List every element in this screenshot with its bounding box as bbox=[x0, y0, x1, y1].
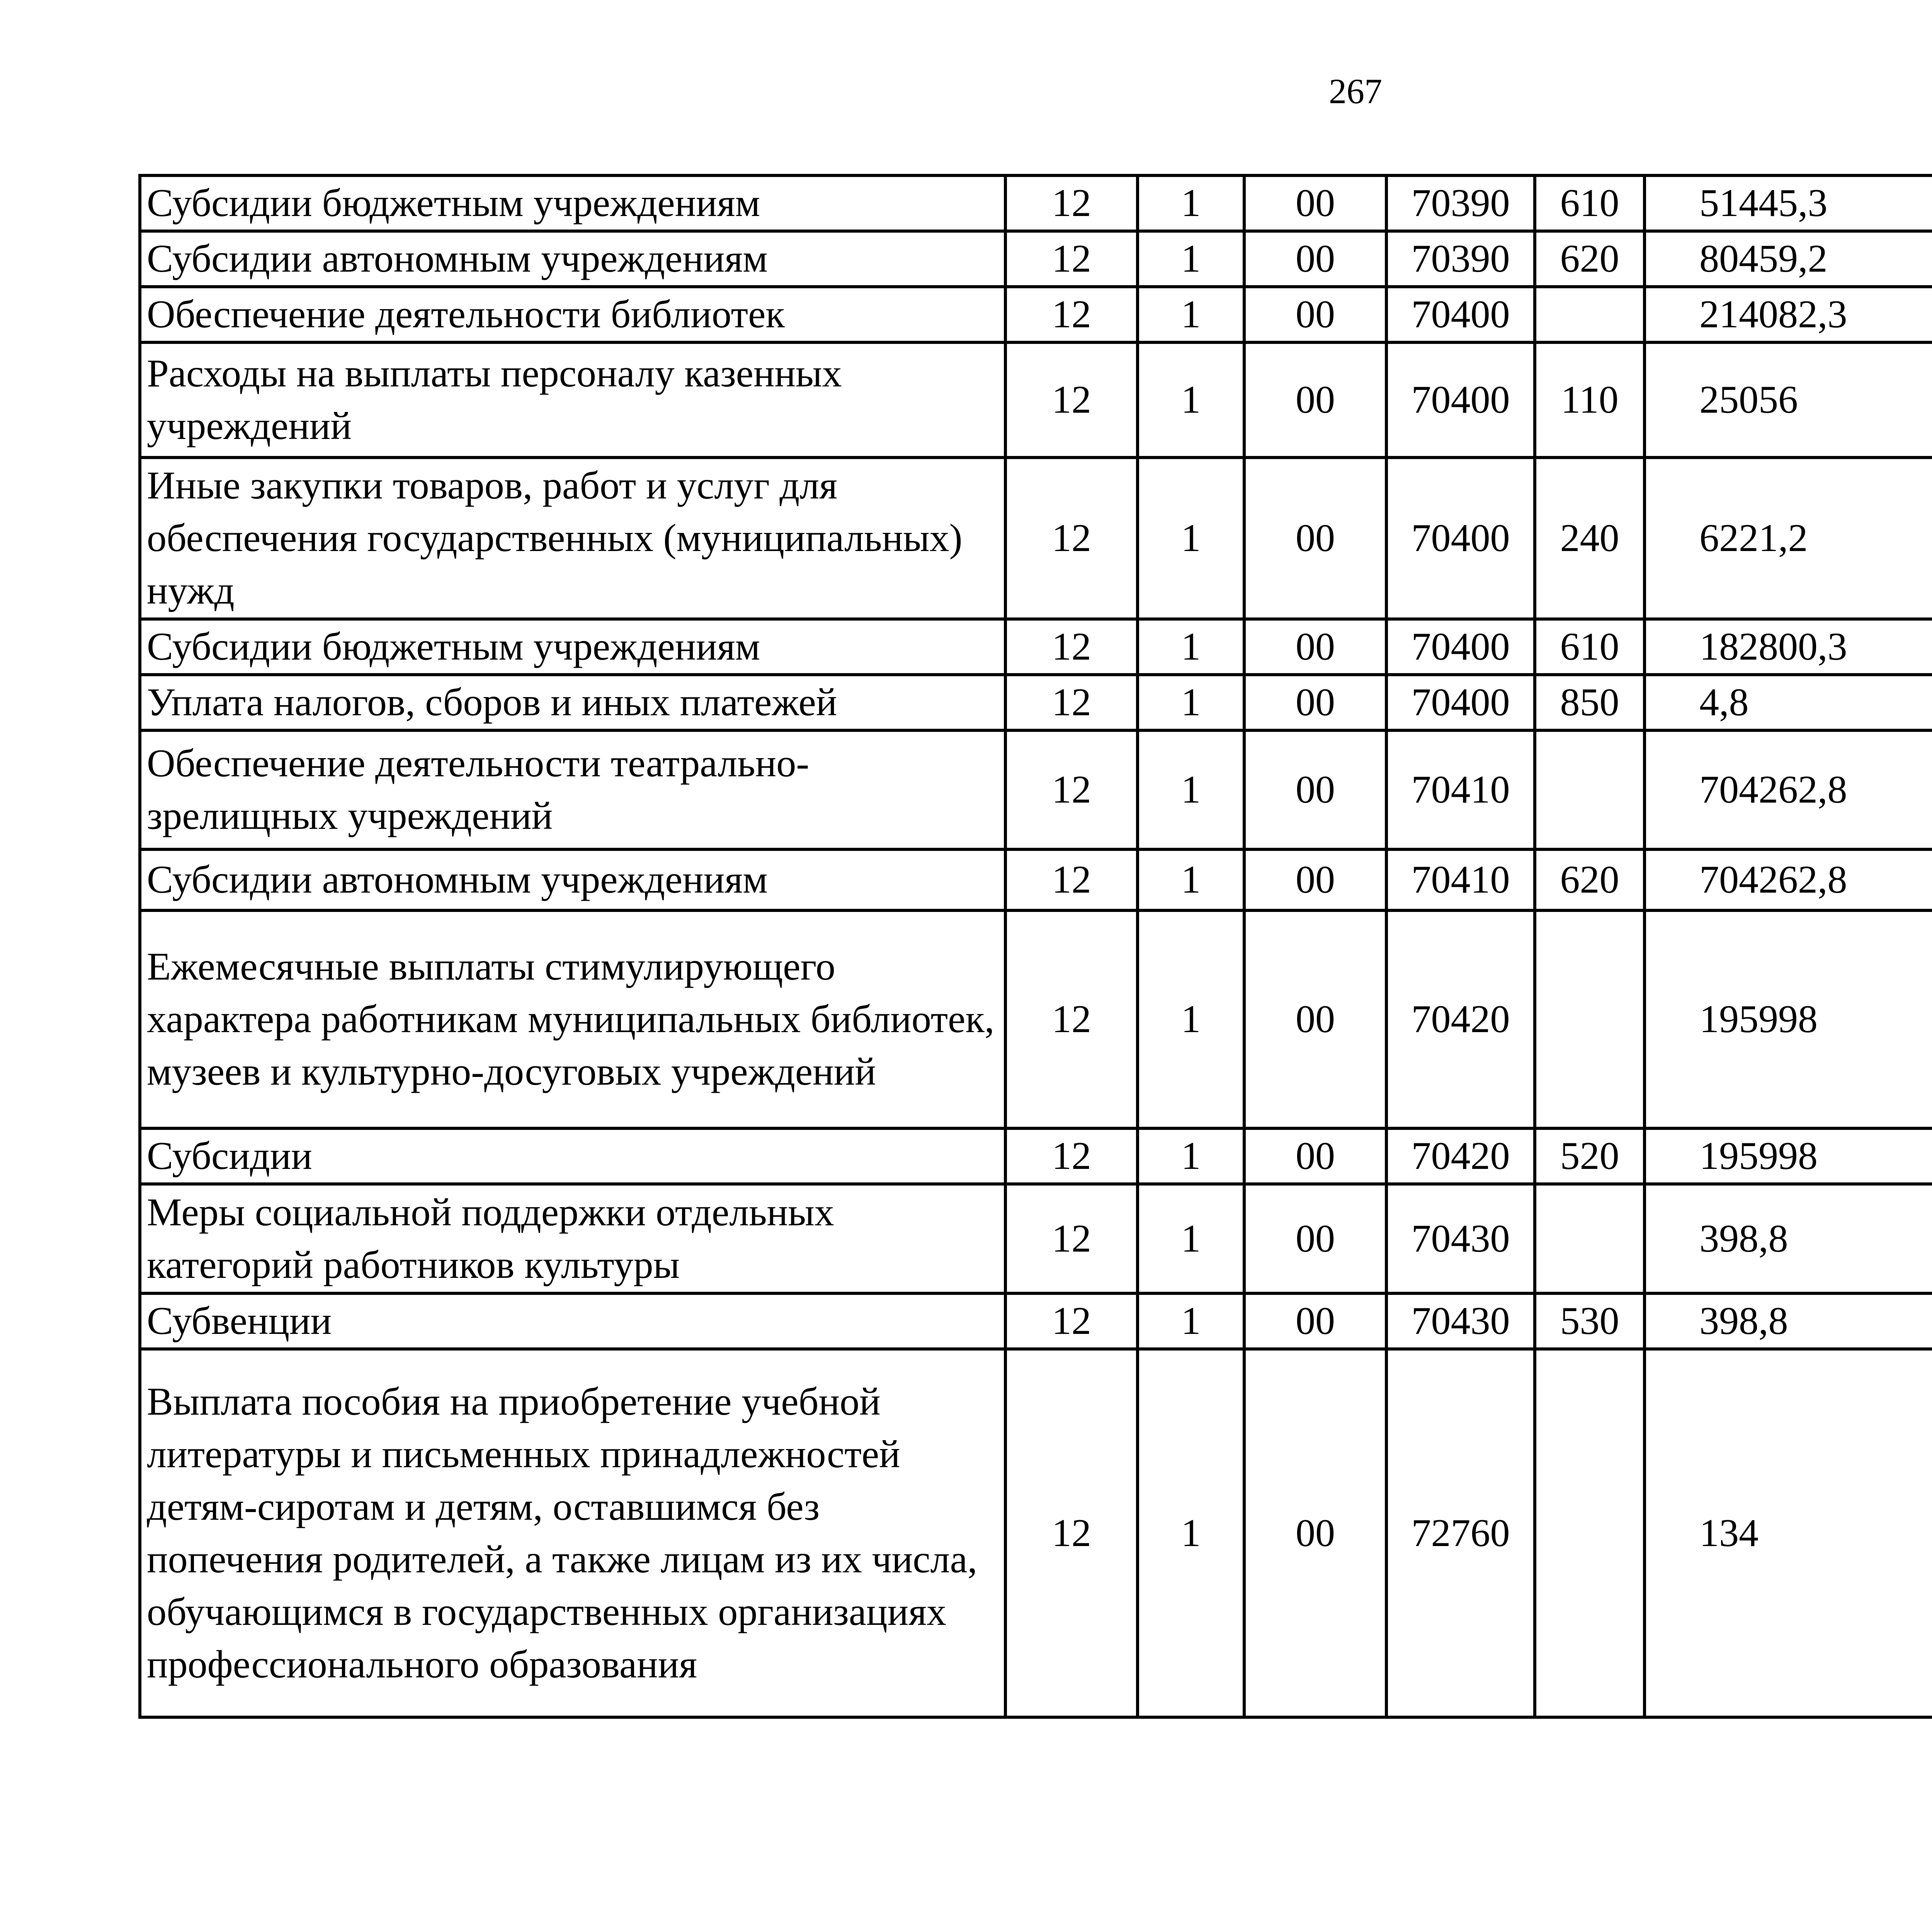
cell-expense-type: 520 bbox=[1535, 1128, 1645, 1184]
row-name: Субсидии автономным учреждениям bbox=[140, 849, 1005, 910]
cell-value-1: 214082,3 bbox=[1645, 287, 1932, 342]
cell-program: 00 bbox=[1244, 910, 1386, 1128]
budget-table bbox=[138, 174, 1932, 1719]
cell-expense-type: 620 bbox=[1535, 849, 1645, 910]
cell-program: 00 bbox=[1244, 458, 1386, 619]
table-row bbox=[140, 730, 1932, 849]
row-name: Расходы на выплаты персоналу казенных учреждений bbox=[140, 342, 1005, 458]
cell-section: 12 bbox=[1005, 175, 1138, 231]
cell-target: 70400 bbox=[1386, 287, 1535, 342]
cell-subsection: 1 bbox=[1138, 910, 1244, 1128]
table-row bbox=[140, 1128, 1932, 1184]
cell-expense-type bbox=[1535, 730, 1645, 849]
cell-expense-type: 850 bbox=[1535, 675, 1645, 730]
cell-expense-type bbox=[1535, 1184, 1645, 1293]
cell-section: 12 bbox=[1005, 458, 1138, 619]
cell-expense-type bbox=[1535, 910, 1645, 1128]
cell-value-1: 4,8 bbox=[1645, 675, 1932, 730]
cell-section: 12 bbox=[1005, 619, 1138, 675]
cell-expense-type: 620 bbox=[1535, 231, 1645, 287]
cell-section: 12 bbox=[1005, 1349, 1138, 1717]
cell-section: 12 bbox=[1005, 910, 1138, 1128]
table-row bbox=[140, 287, 1932, 342]
cell-value-1: 182800,3 bbox=[1645, 619, 1932, 675]
cell-value-1: 398,8 bbox=[1645, 1184, 1932, 1293]
cell-expense-type: 610 bbox=[1535, 619, 1645, 675]
cell-section: 12 bbox=[1005, 342, 1138, 458]
cell-value-1: 25056 bbox=[1645, 342, 1932, 458]
cell-program: 00 bbox=[1244, 231, 1386, 287]
cell-subsection: 1 bbox=[1138, 287, 1244, 342]
page-number: 267 bbox=[1329, 71, 1382, 111]
cell-subsection: 1 bbox=[1138, 675, 1244, 730]
cell-value-1: 51445,3 bbox=[1645, 175, 1932, 231]
cell-value-1: 704262,8 bbox=[1645, 849, 1932, 910]
cell-value-1: 704262,8 bbox=[1645, 730, 1932, 849]
cell-subsection: 1 bbox=[1138, 1184, 1244, 1293]
cell-section: 12 bbox=[1005, 675, 1138, 730]
cell-target: 70400 bbox=[1386, 342, 1535, 458]
cell-program: 00 bbox=[1244, 730, 1386, 849]
cell-subsection: 1 bbox=[1138, 849, 1244, 910]
cell-subsection: 1 bbox=[1138, 1128, 1244, 1184]
table-row bbox=[140, 1293, 1932, 1349]
cell-expense-type: 610 bbox=[1535, 175, 1645, 231]
cell-program: 00 bbox=[1244, 1128, 1386, 1184]
cell-program: 00 bbox=[1244, 1349, 1386, 1717]
table-row bbox=[140, 675, 1932, 730]
table-row bbox=[140, 849, 1932, 910]
cell-subsection: 1 bbox=[1138, 175, 1244, 231]
cell-subsection: 1 bbox=[1138, 619, 1244, 675]
row-name: Ежемесячные выплаты стимулирующего характера работникам муниципальных библиотек, музеев и культурно-досуговых учреждений bbox=[140, 910, 1005, 1128]
cell-target: 72760 bbox=[1386, 1349, 1535, 1717]
row-name: Выплата пособия на приобретение учебной литературы и письменных принадлежностей детям-сиротам и детям, оставшимся без попечения родителей, а также лицам из их числа, обучающимся в государственных организациях профессионального образования bbox=[140, 1349, 1005, 1717]
cell-expense-type: 240 bbox=[1535, 458, 1645, 619]
row-name: Обеспечение деятельности библиотек bbox=[140, 287, 1005, 342]
cell-section: 12 bbox=[1005, 1184, 1138, 1293]
cell-program: 00 bbox=[1244, 619, 1386, 675]
row-name: Субсидии bbox=[140, 1128, 1005, 1184]
row-name: Субвенции bbox=[140, 1293, 1005, 1349]
cell-target: 70430 bbox=[1386, 1293, 1535, 1349]
cell-expense-type: 530 bbox=[1535, 1293, 1645, 1349]
cell-target: 70410 bbox=[1386, 730, 1535, 849]
cell-program: 00 bbox=[1244, 849, 1386, 910]
cell-subsection: 1 bbox=[1138, 342, 1244, 458]
cell-value-1: 134 bbox=[1645, 1349, 1932, 1717]
cell-subsection: 1 bbox=[1138, 730, 1244, 849]
cell-target: 70410 bbox=[1386, 849, 1535, 910]
row-name: Меры социальной поддержки отдельных категорий работников культуры bbox=[140, 1184, 1005, 1293]
cell-subsection: 1 bbox=[1138, 1349, 1244, 1717]
row-name: Субсидии бюджетным учреждениям bbox=[140, 619, 1005, 675]
cell-value-1: 80459,2 bbox=[1645, 231, 1932, 287]
cell-target: 70420 bbox=[1386, 1128, 1535, 1184]
cell-program: 00 bbox=[1244, 175, 1386, 231]
cell-target: 70430 bbox=[1386, 1184, 1535, 1293]
cell-target: 70390 bbox=[1386, 175, 1535, 231]
table-row bbox=[140, 342, 1932, 458]
cell-section: 12 bbox=[1005, 1128, 1138, 1184]
cell-subsection: 1 bbox=[1138, 1293, 1244, 1349]
cell-value-1: 195998 bbox=[1645, 1128, 1932, 1184]
cell-expense-type bbox=[1535, 1349, 1645, 1717]
table-row bbox=[140, 910, 1932, 1128]
cell-target: 70390 bbox=[1386, 231, 1535, 287]
row-name: Уплата налогов, сборов и иных платежей bbox=[140, 675, 1005, 730]
table-row bbox=[140, 175, 1932, 231]
cell-section: 12 bbox=[1005, 849, 1138, 910]
cell-value-1: 398,8 bbox=[1645, 1293, 1932, 1349]
table-row bbox=[140, 458, 1932, 619]
table-row bbox=[140, 619, 1932, 675]
cell-program: 00 bbox=[1244, 1184, 1386, 1293]
cell-section: 12 bbox=[1005, 1293, 1138, 1349]
cell-target: 70400 bbox=[1386, 675, 1535, 730]
cell-target: 70420 bbox=[1386, 910, 1535, 1128]
cell-section: 12 bbox=[1005, 730, 1138, 849]
row-name: Субсидии автономным учреждениям bbox=[140, 231, 1005, 287]
cell-program: 00 bbox=[1244, 342, 1386, 458]
table-row bbox=[140, 1184, 1932, 1293]
row-name: Иные закупки товаров, работ и услуг для обеспечения государственных (муниципальных) нужд bbox=[140, 458, 1005, 619]
table-row bbox=[140, 231, 1932, 287]
cell-target: 70400 bbox=[1386, 458, 1535, 619]
cell-section: 12 bbox=[1005, 287, 1138, 342]
cell-program: 00 bbox=[1244, 287, 1386, 342]
cell-section: 12 bbox=[1005, 231, 1138, 287]
row-name: Субсидии бюджетным учреждениям bbox=[140, 175, 1005, 231]
cell-expense-type: 110 bbox=[1535, 342, 1645, 458]
cell-program: 00 bbox=[1244, 1293, 1386, 1349]
row-name: Обеспечение деятельности театрально-зрелищных учреждений bbox=[140, 730, 1005, 849]
cell-value-1: 6221,2 bbox=[1645, 458, 1932, 619]
table-row bbox=[140, 1349, 1932, 1717]
cell-program: 00 bbox=[1244, 675, 1386, 730]
cell-target: 70400 bbox=[1386, 619, 1535, 675]
cell-expense-type bbox=[1535, 287, 1645, 342]
cell-subsection: 1 bbox=[1138, 458, 1244, 619]
cell-value-1: 195998 bbox=[1645, 910, 1932, 1128]
cell-subsection: 1 bbox=[1138, 231, 1244, 287]
